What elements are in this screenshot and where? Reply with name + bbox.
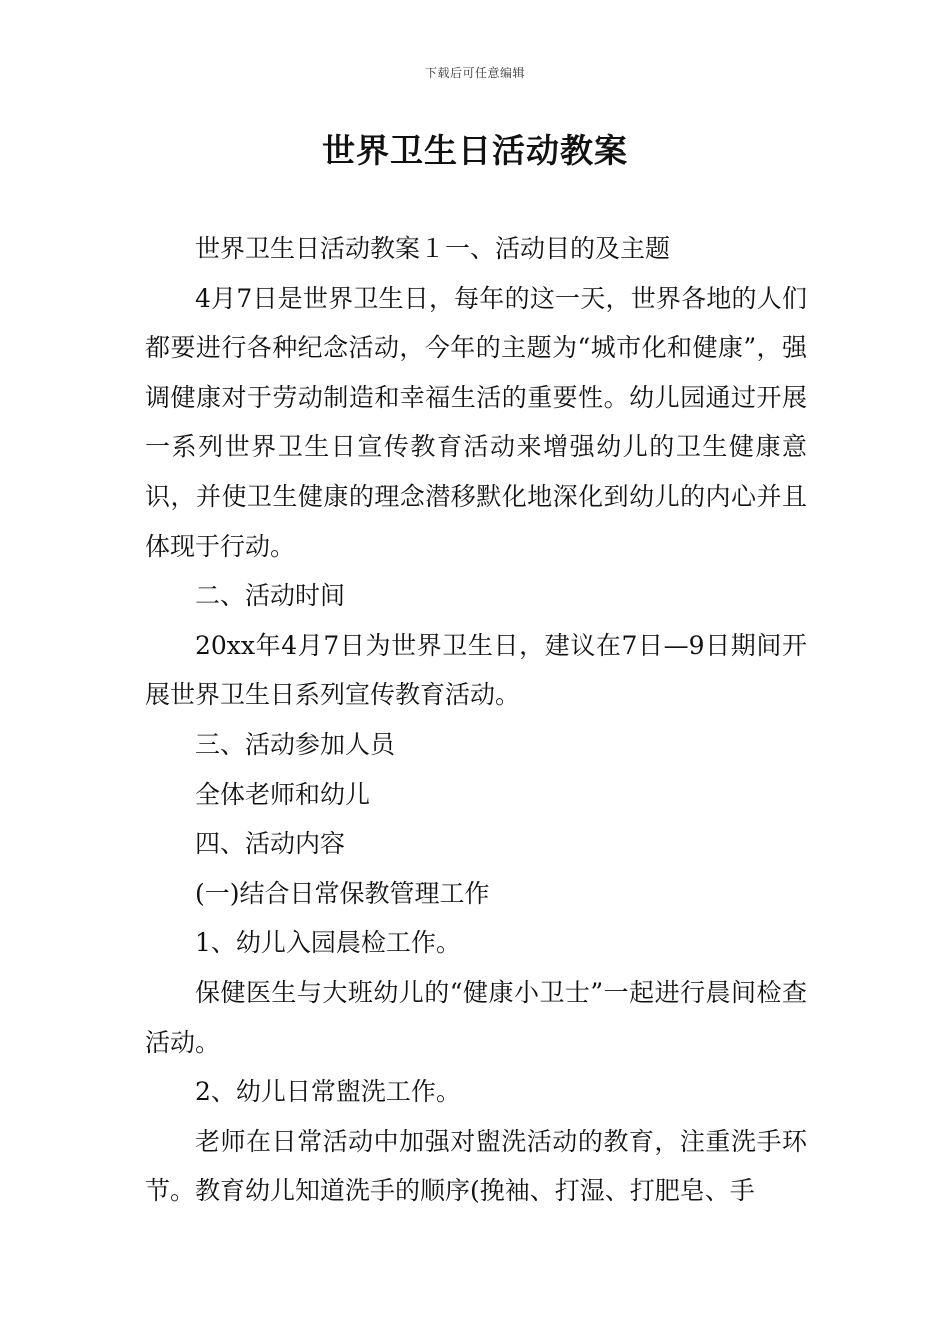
paragraph: 全体老师和幼儿 bbox=[195, 779, 371, 809]
document-body bbox=[145, 224, 807, 1216]
paragraph: 二、活动时间 bbox=[195, 581, 346, 611]
paragraph: 世界卫生日活动教案１一、活动目的及主题 bbox=[195, 234, 671, 263]
document-title: 世界卫生日活动教案 bbox=[322, 131, 628, 170]
paragraph: (一)结合日常保教管理工作 bbox=[195, 878, 490, 908]
paragraph: 四、活动内容 bbox=[195, 829, 346, 859]
paragraph: 老师在日常活动中加强对盥洗活动的教育，注重洗手环节。教育幼儿知道洗手的顺序(挽袖、打湿、打肥皂、手 bbox=[145, 1126, 807, 1206]
paragraph: 1、幼儿入园晨检工作。 bbox=[195, 928, 461, 958]
header-note: 下载后可任意编辑 bbox=[424, 66, 525, 80]
paragraph: 4月7日是世界卫生日，每年的这一天，世界各地的人们都要进行各种纪念活动，今年的主题为“城市化和健康”，强调健康对于劳动制造和幸福生活的重要性。幼儿园通过开展一系列世界卫生日宣传教育活动来增强幼儿的卫生健康意识，并使卫生健康的理念潜移默化地深化到幼儿的内心并且体现于行动。 bbox=[145, 283, 807, 561]
paragraph: 三、活动参加人员 bbox=[195, 729, 396, 759]
paragraph: 2、幼儿日常盥洗工作。 bbox=[195, 1077, 461, 1107]
paragraph: 保健医生与大班幼儿的“健康小卫士”一起进行晨间检查活动。 bbox=[145, 977, 807, 1057]
paragraph: 20xx年4月7日为世界卫生日，建议在7日—9日期间开展世界卫生日系列宣传教育活动。 bbox=[145, 630, 807, 710]
